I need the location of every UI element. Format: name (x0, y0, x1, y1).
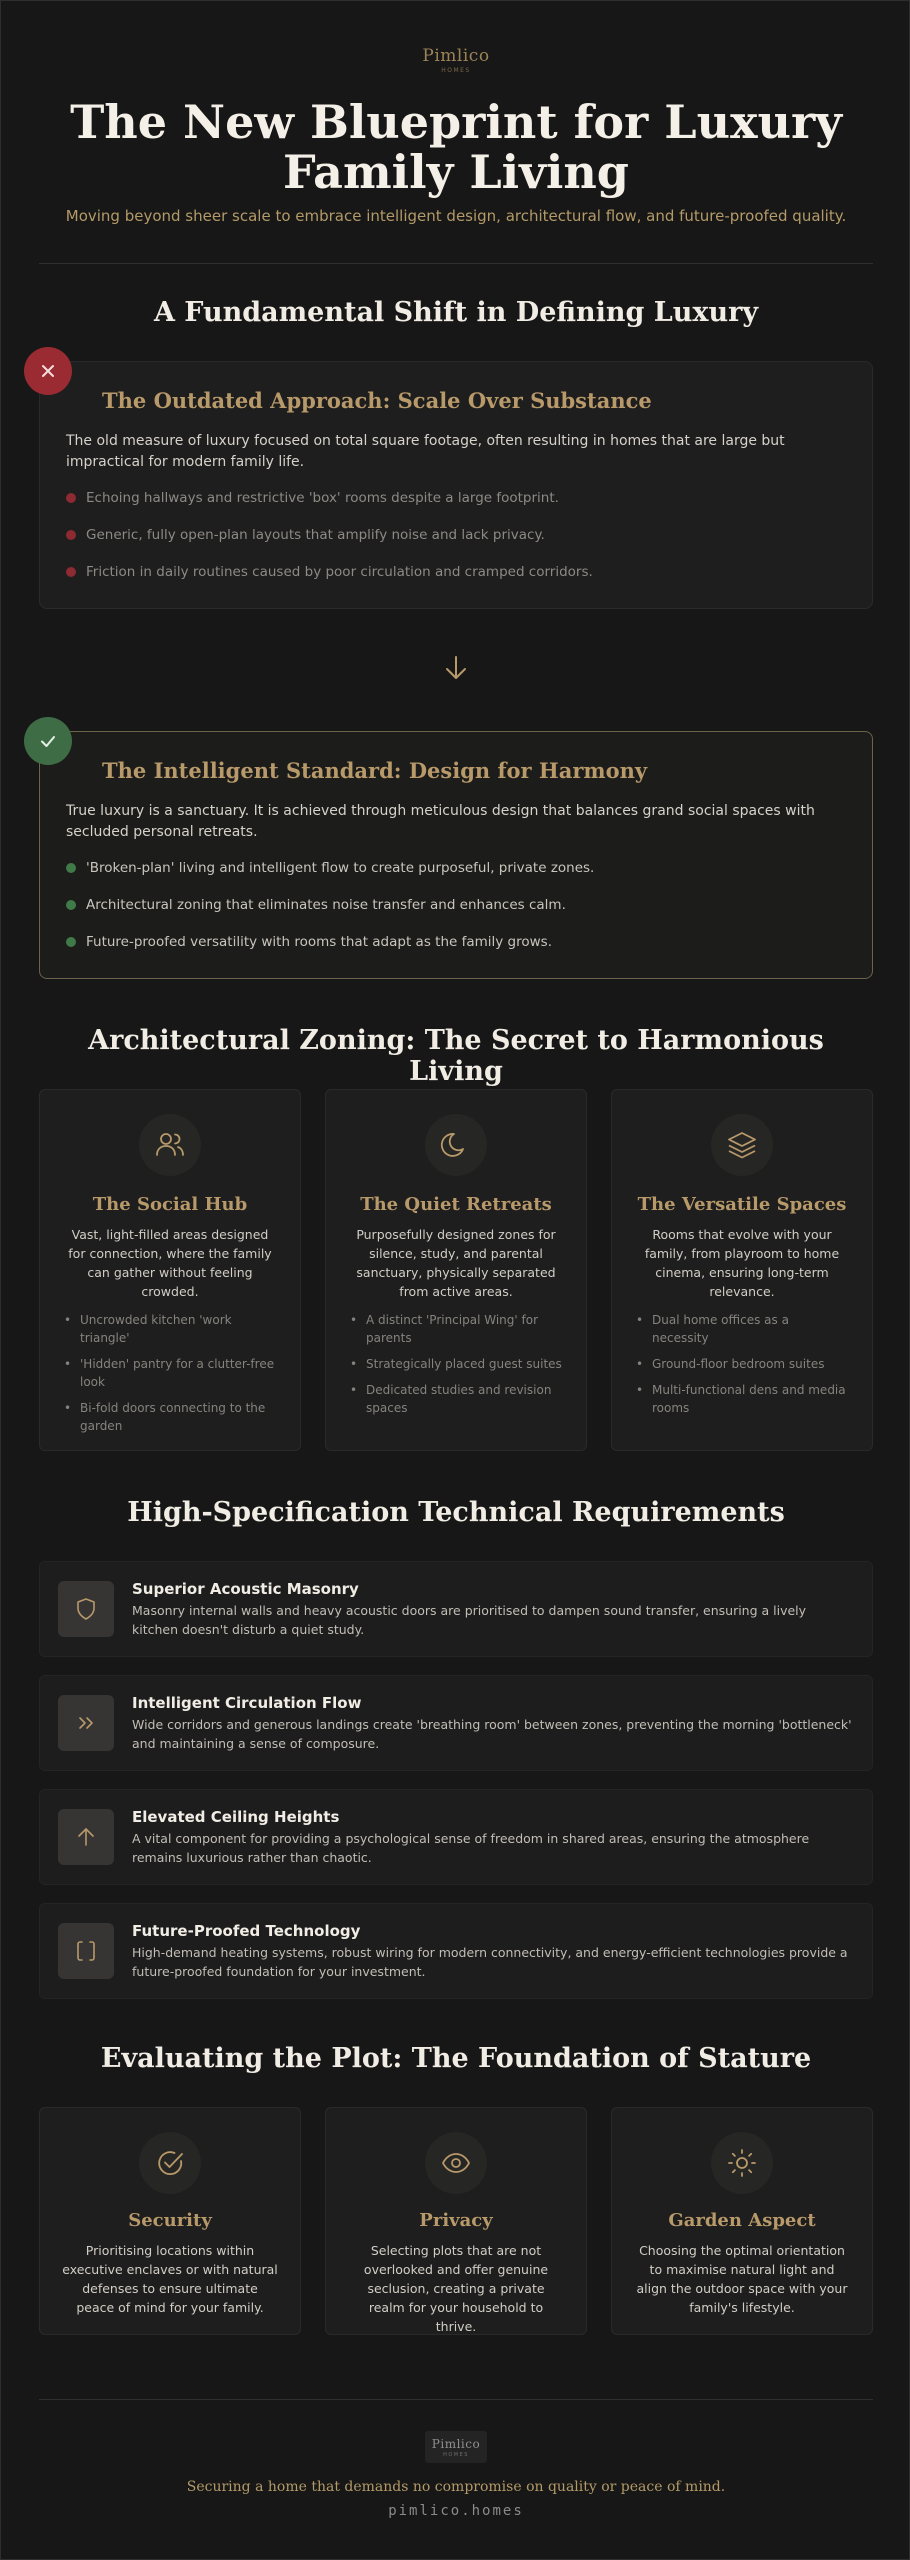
plot-desc: Choosing the optimal orientation to maximise natural light and align the outdoor space with your family's lifestyle. (636, 2243, 848, 2315)
spec-acoustic-masonry (39, 1561, 873, 1657)
brand-name: Pimlico (431, 2436, 481, 2451)
list-item: • A distinct 'Principal Wing' for parents (350, 1311, 562, 1347)
zone-card-versatile-spaces (611, 1089, 873, 1451)
brand-sub: HOMES (443, 2451, 469, 2458)
plot-desc: Selecting plots that are not overlooked and offer genuine seclusion, creating a private realm for your household to thrive. (363, 2243, 549, 2334)
spec-desc: Masonry internal walls and heavy acoustic doors are prioritised to dampen sound transfer, ensuring a lively kitchen doesn't disturb a quiet study. (132, 1602, 807, 1637)
sun-icon (711, 2132, 773, 2194)
spec-title: Superior Acoustic Masonry (132, 1579, 359, 1598)
list-item: • Dual home offices as a necessity (636, 1311, 848, 1347)
zone-card-quiet-retreats (325, 1089, 587, 1451)
zone-list (636, 1311, 848, 1417)
intelligent-heading: The Intelligent Standard: Design for Harmony (102, 758, 648, 783)
plot-title: Privacy (419, 2210, 493, 2231)
plot-card-garden-aspect (611, 2107, 873, 2335)
zone-desc: Purposefully designed zones for silence, study, and parental sanctuary, physically separated from active areas. (356, 1227, 556, 1299)
bullet-dot (66, 493, 76, 503)
chevrons-right-icon (58, 1695, 114, 1751)
spec-ceiling-heights (39, 1789, 873, 1885)
list-item: Friction in daily routines caused by poor circulation and cramped corridors. (66, 561, 846, 583)
list-item: • Strategically placed guest suites (350, 1355, 562, 1373)
outdated-approach-card (39, 361, 873, 609)
page-subtitle: Moving beyond sheer scale to embrace intelligent design, architectural flow, and future-proofed quality. (65, 207, 847, 225)
outdated-intro: The old measure of luxury focused on total square footage, often resulting in homes that are large but impractical for modern family life. (66, 433, 785, 470)
moon-icon (425, 1114, 487, 1176)
spec-desc: High-demand heating systems, robust wiring for modern connectivity, and energy-efficient technologies provide a future-proofed foundation for your investment. (132, 1944, 848, 1979)
zone-list (64, 1311, 276, 1435)
users-icon (139, 1114, 201, 1176)
layers-icon (711, 1114, 773, 1176)
list-item: • 'Hidden' pantry for a clutter-free look (64, 1355, 276, 1391)
arrow-up-icon (58, 1809, 114, 1865)
list-item: 'Broken-plan' living and intelligent flow to create purposeful, private zones. (66, 857, 846, 879)
spec-title: Future-Proofed Technology (132, 1921, 361, 1940)
zone-desc: Rooms that evolve with your family, from playroom to home cinema, ensuring long-term relevance. (644, 1227, 840, 1299)
spec-desc: Wide corridors and generous landings create 'breathing room' between zones, preventing the morning 'bottleneck' and maintaining a sense of composure. (132, 1716, 852, 1751)
list-item: • Multi-functional dens and media rooms (636, 1381, 848, 1417)
arrow-down-icon (441, 653, 471, 683)
list-item: • Bi-fold doors connecting to the garden (64, 1399, 276, 1435)
bullet-dot (66, 900, 76, 910)
list-item: • Ground-floor bedroom suites (636, 1355, 848, 1373)
spec-circulation-flow (39, 1675, 873, 1771)
intelligent-list (66, 857, 846, 953)
plot-card-privacy (325, 2107, 587, 2335)
intelligent-intro: True luxury is a sanctuary. It is achieved through meticulous design that balances grand social spaces with secluded personal retreats. (66, 803, 815, 840)
section-title-plot: Evaluating the Plot: The Foundation of Stature (100, 2043, 812, 2074)
zone-card-social-hub (39, 1089, 301, 1451)
section-title-shift: A Fundamental Shift in Defining Luxury (153, 297, 759, 328)
zone-desc: Vast, light-filled areas designed for connection, where the family can gather without feeling crowded. (68, 1227, 272, 1299)
bullet-dot (66, 937, 76, 947)
intelligent-standard-card (39, 731, 873, 979)
section-title-specs: High-Specification Technical Requirements (127, 1497, 785, 1528)
footer-logo[interactable] (425, 2431, 487, 2463)
page-title: The New Blueprint for Luxury Family Living (70, 95, 842, 199)
check-icon (24, 717, 72, 765)
spec-desc: A vital component for providing a psychological sense of freedom in shared areas, ensuring the atmosphere remains luxurious rather than chaotic. (132, 1830, 810, 1865)
brand-logo[interactable] (411, 39, 501, 81)
check-circle-icon (139, 2132, 201, 2194)
plot-title: Garden Aspect (668, 2210, 816, 2231)
outdated-heading: The Outdated Approach: Scale Over Substance (102, 388, 652, 413)
footer-tagline: Securing a home that demands no compromise on quality or peace of mind. (186, 2479, 726, 2495)
eye-icon (425, 2132, 487, 2194)
section-title-zoning: Architectural Zoning: The Secret to Harmonious Living (88, 1025, 824, 1087)
list-item: Future-proofed versatility with rooms that adapt as the family grows. (66, 931, 846, 953)
plot-card-security (39, 2107, 301, 2335)
list-item: • Uncrowded kitchen 'work triangle' (64, 1311, 276, 1347)
plot-desc: Prioritising locations within executive enclaves or with natural defenses to ensure ultimate peace of mind for your family. (62, 2243, 278, 2315)
bullet-dot (66, 530, 76, 540)
zone-title: The Quiet Retreats (360, 1194, 552, 1215)
list-item: Echoing hallways and restrictive 'box' rooms despite a large footprint. (66, 487, 846, 509)
zone-list (350, 1311, 562, 1417)
list-item: • Dedicated studies and revision spaces (350, 1381, 562, 1417)
spec-title: Elevated Ceiling Heights (132, 1807, 340, 1826)
footer-website-link[interactable]: pimlico.homes (388, 2503, 524, 2519)
brand-sub: HOMES (441, 67, 471, 74)
list-item: Generic, fully open-plan layouts that amplify noise and lack privacy. (66, 524, 846, 546)
zone-title: The Social Hub (92, 1194, 248, 1215)
bullet-dot (66, 863, 76, 873)
divider (39, 263, 873, 264)
list-item: Architectural zoning that eliminates noise transfer and enhances calm. (66, 894, 846, 916)
frame-icon (58, 1923, 114, 1979)
spec-title: Intelligent Circulation Flow (132, 1693, 362, 1712)
close-icon (24, 347, 72, 395)
spec-technology (39, 1903, 873, 1999)
bullet-dot (66, 567, 76, 577)
zone-title: The Versatile Spaces (637, 1194, 847, 1215)
shield-icon (58, 1581, 114, 1637)
plot-title: Security (128, 2210, 212, 2231)
brand-name: Pimlico (422, 46, 490, 66)
outdated-list (66, 487, 846, 583)
divider (39, 2399, 873, 2400)
